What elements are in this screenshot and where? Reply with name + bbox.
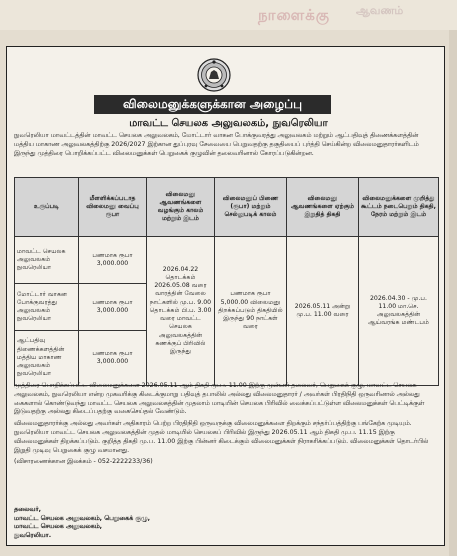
row-deposit: பணமாக ரூபா 3,000.000 <box>79 284 147 331</box>
signature-line: மாவட்ட செயலக அலுவலகம், பெறுகைக் குழு, <box>14 514 150 522</box>
issue-period: 2026.04.22 தொடக்கம் 2026.05.08 வரை வாரத்தின் வேலை நாட்களில் மு.ப. 9.00 தொடக்கம் பி.ப. 3.00 வரை மாவட்ட செயலக அலுவலகத்தின் கணக்குப் பிரிவில் இருந்து <box>147 237 215 386</box>
sri-lanka-emblem-icon <box>197 58 231 92</box>
newspaper-top-strip <box>0 0 457 30</box>
header-item: உருப்படி <box>15 178 79 237</box>
row-deposit: பணமாக ரூபா 3,000.000 <box>79 237 147 284</box>
signature-line: தலைவர், <box>14 506 41 513</box>
header-closing-date: விலைமனு ஆவணங்களை ஏற்கும் இறுதித் திகதி <box>287 178 359 237</box>
notice-subtitle: மாவட்ட செயலக அலுவலகம், நுவரெலியா <box>129 118 328 129</box>
intro-paragraph: நுவரெலியா மாவட்டத்தின் மாவட்ட செயலக அலுவலகம், மோட்டார் வாகன போக்குவரத்து அலுவலகம் மற்றும் ஆட்பதிவுத் திணைக்களத்தின் மத்திய மாகாண அலுவலகத்திற்கு 2026/2027 இற்கான துப்புரவு சேவையை பெறுவதற்கு தகுதியைப் புர்த்தி செய்கின்ற விலைமனுதாரர்களிடம் இருந்து முத்திரை பொறிக்கப்பட்ட விலைமனுக்கள் பெறுகைக் குழுவின் தலைவரினால் கோரப்படுகின்றன. <box>14 132 419 157</box>
row-deposit: பணமாக ரூபா 3,000.000 <box>79 331 147 386</box>
table-row <box>15 237 439 284</box>
signature-line: மாவட்ட செயலக அலுவலகம், <box>14 523 103 531</box>
header-opening: விலைமனுக்களை முறித்து கூட்டம் நடைபெறும் திகதி, நேரம் மற்றும் இடம் <box>359 178 439 237</box>
faded-side-text: ஆவணம் <box>356 4 404 17</box>
signature-block <box>14 506 150 540</box>
header-issue-period: விலைமனு ஆவணங்களை வழங்கும் காலம் மற்றும் இடம் <box>147 178 215 237</box>
header-bid-security: விலைமனுப் பிணை (ரூபா) மற்றும் செல்லுபடிக் காலம் <box>215 178 287 237</box>
faded-heading: நாளைக்கு <box>258 6 331 24</box>
header-deposit: மீளளிக்கப்படாத விலைமனு வைப்பு ரூபா <box>79 178 147 237</box>
row-item: மோட்டார் வாகன போக்குவரத்து அலுவலகம் நுவரெலியா <box>15 284 79 331</box>
tender-table <box>14 177 439 386</box>
row-item: ஆட்பதிவு திணைக்களத்தின் மத்திய மாகாண அலுவலகம் நுவரெலியா <box>15 331 79 386</box>
page-edge <box>449 30 457 556</box>
closing-date: 2026.05.11 அன்று மு.ப. 11.00 வரை <box>287 237 359 386</box>
submission-paragraph: முத்திரை பொறிக்கப்பட்ட விலைமனுக்களை 2026.05.11 ஆம் திகதி மு.ப. 11.00 இற்கு முன்னர் தலைவர், பெறுகைக் குழு, மாவட்ட செயலக அலுவலகம், நுவரெலியா என்ற முகவரிக்கு கிடைக்குமாறு பதிவுத் தபாலில் அல்லது விலைமனுதாரர் / அவர்கள் பிரதிநிதி ஒருவரினால் அல்லது கைகளால் கொண்டுவந்து மாவட்ட செயலக அலுவலகத்தின் முதலாம் மாடியின் செயலக பிரிவில் வைக்கப்பட்டுள்ள விலைமனுக்கள் பெட்டிக்குள் இடுவதற்கு அல்லது கிடைப்பதற்கு வகைசெய்தல் வேண்டும். <box>14 382 425 416</box>
opening-details: 2026.04.30 - மு.ப. 11.00 மா.செ. அலுவலகத்தின் ஆய்வரங்க மண்டபம் <box>359 237 439 386</box>
table-header-row <box>15 178 439 237</box>
instructions <box>14 382 438 470</box>
row-item: மாவட்ட செயலக அலுவலகம் நுவரெலியா <box>15 237 79 284</box>
notice-title: விலைமனுக்களுக்கான அழைப்பு <box>94 95 331 114</box>
enquiry-phone: (விசாரணைக்கான இலக்கம் - 052-2222233/36) <box>14 458 153 466</box>
signature-line: நுவரெலியா. <box>14 531 52 539</box>
bid-security: பணமாக ரூபா 5,000.00 விலைமனு திறக்கப்படும் திகதியில் இருந்து 90 நாட்கள் வரை <box>215 237 287 386</box>
opening-paragraph: விலைமனுதாரர்க்கு அல்லது அவர்கள் அதிகாரம் பெற்ற பிரதிநிதி ஒருவருக்கு விலைமனுக்களை திறக்கும் சந்தர்ப்பத்திற்கு பங்கேற்க முடியும். நுவரெலியா மாவட்ட செயலக அலுவலகத்தின் முதல் மாடியில் செயலகப் பிரிவில் இருந்து 2026.05.11 ஆம் திகதி மு.ப. 11.15 இற்கு விலைமனுக்கள் திறக்கப்படும். குறித்த திகதி மு.ப. 11.00 இற்கு பின்னர் கிடைக்கும் விலைமனுக்கள் நிராகரிக்கப்படும். விலைமனுக்கள் தொடர்பில் இறுதி முடிவு பெறுகைக் குழு வசமானது. <box>14 420 429 454</box>
